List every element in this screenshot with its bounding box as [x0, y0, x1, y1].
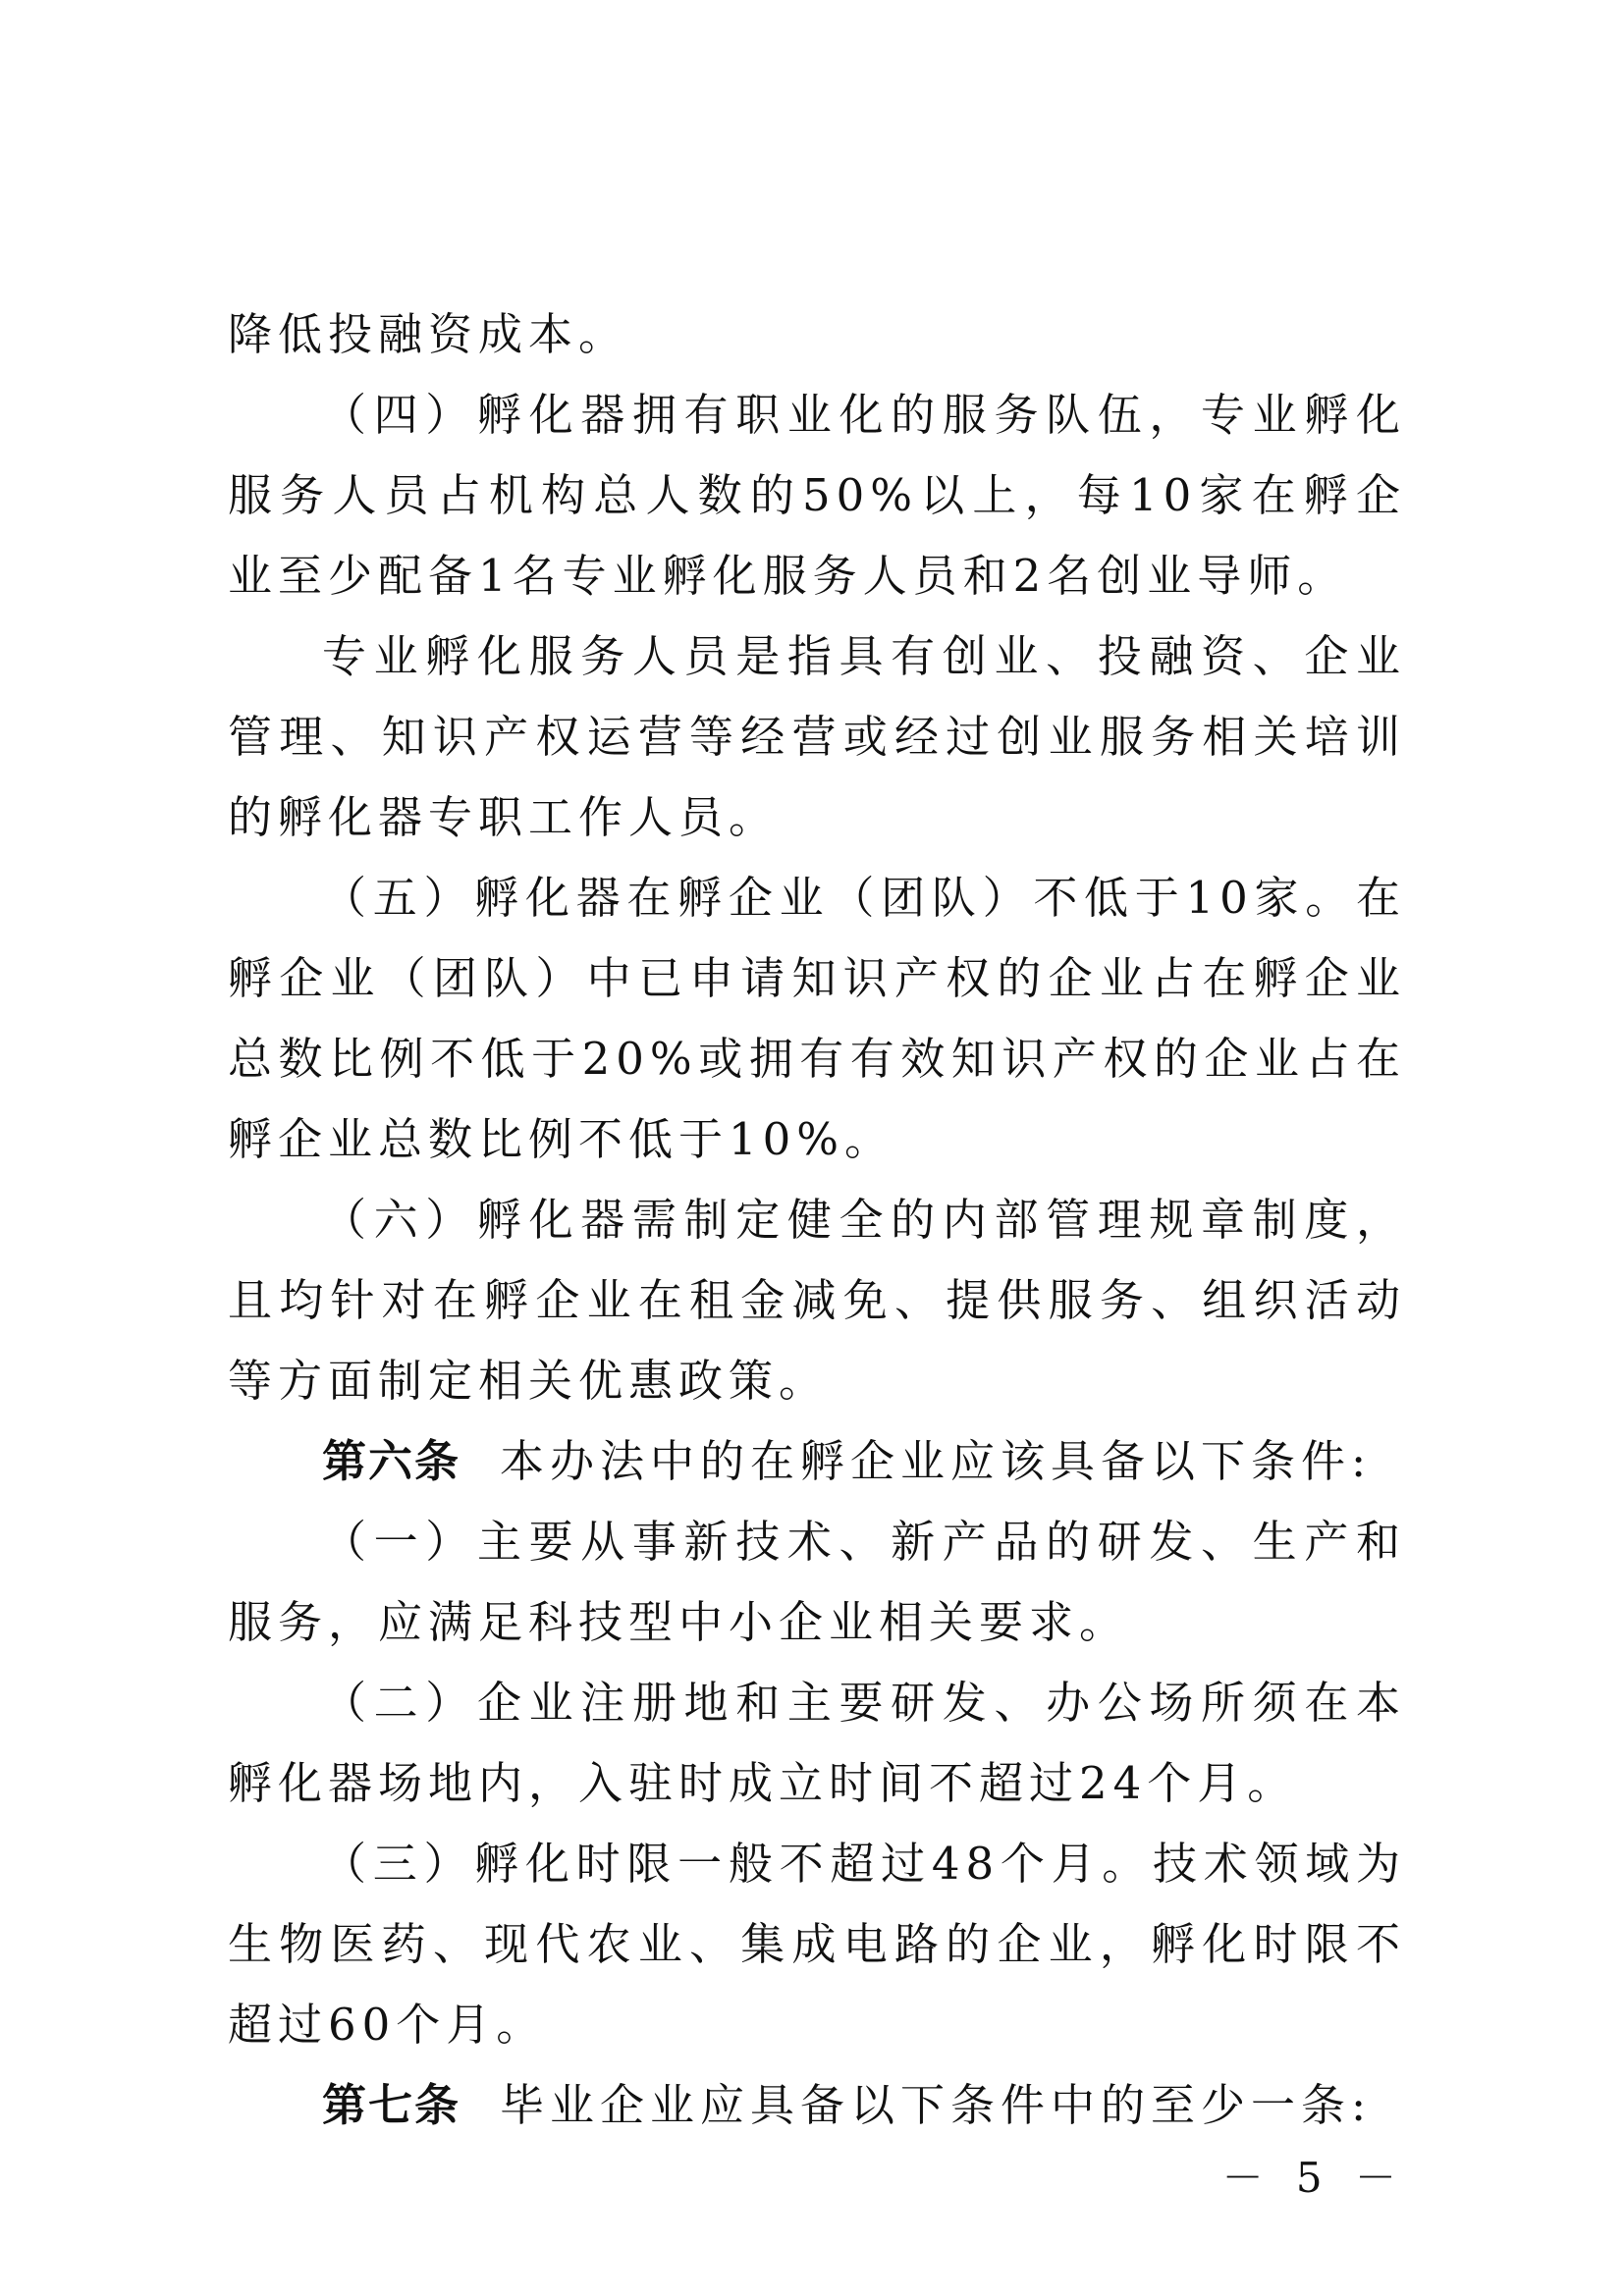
paragraph-7: （一）主要从事新技术、新产品的研发、生产和服务，应满足科技型中小企业相关要求。 — [228, 1516, 1406, 1648]
paragraph-4: （五）孵化器在孵企业（团队）不低于10家。在孵企业（团队）中已申请知识产权的企业占在孵企业总数比例不低于20%或拥有有效知识产权的企业占在孵企业总数比例不低于10%。 — [228, 872, 1406, 1165]
article-7-heading: 第七条 — [322, 2079, 461, 2131]
paragraph-5: （六）孵化器需制定健全的内部管理规章制度，且均针对在孵企业在租金减免、提供服务、组织活动等方面制定相关优惠政策。 — [228, 1194, 1406, 1407]
paragraph-1: 降低投融资成本。 — [228, 308, 629, 360]
article-6-text: 本办法中的在孵企业应该具备以下条件: — [500, 1435, 1373, 1487]
paragraph-8: （二）企业注册地和主要研发、办公场所须在本孵化器场地内，入驻时成立时间不超过24个月。 — [228, 1677, 1406, 1809]
article-7 — [228, 2065, 1406, 2146]
article-6 — [228, 1421, 1406, 1502]
paragraph-9: （三）孵化时限一般不超过48个月。技术领域为生物医药、现代农业、集成电路的企业，孵化时限不超过60个月。 — [228, 1838, 1406, 2051]
page-number: － 5 － — [1221, 2154, 1406, 2202]
paragraph-2: （四）孵化器拥有职业化的服务队伍，专业孵化服务人员占机构总人数的50%以上，每10家在孵企业至少配备1名专业孵化服务人员和2名创业导师。 — [228, 389, 1406, 602]
article-6-heading: 第六条 — [322, 1435, 461, 1487]
body-text — [228, 294, 1406, 2146]
paragraph-3: 专业孵化服务人员是指具有创业、投融资、企业管理、知识产权运营等经营或经过创业服务相关培训的孵化器专职工作人员。 — [228, 630, 1406, 843]
article-7-text: 毕业企业应具备以下条件中的至少一条: — [500, 2079, 1373, 2131]
